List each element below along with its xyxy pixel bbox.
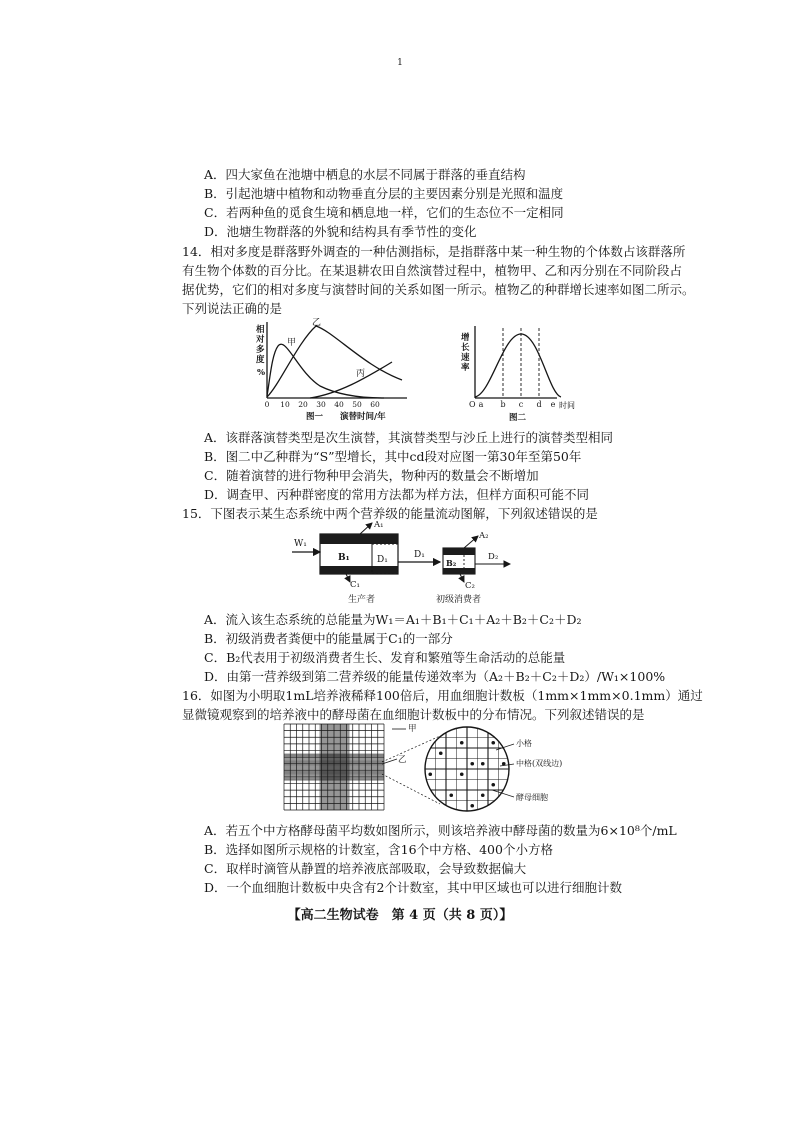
q14-option-c: C．随着演替的进行物种甲会消失，物种丙的数量会不断增加 [204,468,539,483]
yeast-cell [470,762,474,766]
label-mid-grid: 中格(双线边) [516,759,563,768]
yeast-cell [449,793,453,797]
consumer-a2-band [443,548,475,555]
yeast-cell [491,741,495,745]
fig1-caption: 图一 [306,412,324,422]
fig1-label-jia: 甲 [287,338,297,348]
fig2-ylabel [461,332,470,373]
label-a2: A₂ [479,531,489,541]
arrow-a2 [464,536,478,548]
fig1-x-tick: 0 [264,400,270,409]
yeast-cell [481,793,485,797]
q14-figure-1 [244,318,414,426]
fig2-x-tick: a [478,400,484,409]
q15-option-b: B．初级消费者粪便中的能量属于C₁的一部分 [204,631,453,646]
fig1-x-ticks [265,400,380,409]
counting-chamber-grid [284,724,384,810]
arrow-a1 [360,523,372,534]
yeast-cell [512,783,516,787]
q14-stem-line-3: 据优势，它们的相对多度与演替时间的关系如图一所示。植物乙的种群增长速率如图二所示。 [182,282,695,297]
q16-option-c: C．取样时滴管从静置的培养液底部吸取，会导致数据偏大 [204,861,527,876]
label-b1: B₁ [338,553,350,563]
fig1-x-tick: 40 [334,400,344,409]
q16-stem-line-1: 16．如图为小明取1mL培养液稀释100倍后，用血细胞计数板（1mm×1mm×0.1mm）通过 [182,688,703,703]
fig1-ylabel [255,324,265,378]
fig2-ylabel-char: 增 [461,333,470,343]
q13-option-c: C．若两种鱼的觅食生境和栖息地一样，它们的生态位不一定相同 [204,205,564,220]
q16-option-d: D．一个血细胞计数板中央含有2个计数室，其中甲区域也可以进行细胞计数 [204,880,622,895]
q15-stem: 15．下图表示某生态系统中两个营养级的能量流动图解，下列叙述错误的是 [182,506,598,521]
yeast-cell [439,751,443,755]
producer-a1-band [320,534,398,544]
fig1-ylabel-char: 多 [256,345,265,355]
q13-option-b: B．引起池塘中植物和动物垂直分层的主要因素分别是光照和温度 [204,186,564,201]
label-jia: 甲 [408,724,417,734]
q14-stem-line-1: 14．相对多度是群落野外调查的一种估测指标，是指群落中某一种生物的个体数占该群落所 [182,244,686,259]
fig1-x-tick: 10 [280,400,290,409]
page-footer: 【高二生物试卷 第 4 页（共 8 页）】 [287,908,513,923]
fig2-origin: O [469,400,476,409]
fig2-x-tick: c [518,400,524,409]
fig2-x-tick: d [536,400,542,409]
fig2-x-ticks [479,400,556,409]
label-w1: W₁ [294,539,307,549]
fig1-ylabel-char: % [257,368,266,378]
fig2-ylabel-char: 率 [461,363,470,373]
label-small-grid: 小格 [516,739,532,748]
label-c1: C₁ [350,580,360,590]
zoom-line-top [382,736,440,762]
q14-option-b: B．图二中乙种群为“S”型增长，其中cd段对应图一第30年至第50年 [204,449,582,464]
yeast-cell [460,741,464,745]
fig2-x-tick: e [550,400,556,409]
yeast-cell [502,804,506,808]
fig2-caption: 图二 [509,413,527,423]
caption-consumer: 初级消费者 [436,595,482,605]
q14-option-d: D．调查甲、丙种群密度的常用方法都为样方法，但样方面积可能不同 [204,487,590,502]
fig1-ylabel-char: 相 [256,325,265,335]
consumer-c2-band [443,568,475,574]
label-b2: B₂ [446,558,457,568]
yeast-cell [439,804,443,808]
q13-option-d: D．池塘生物群落的外貌和结构具有季节性的变化 [204,224,477,239]
label-d2: D₂ [488,552,499,562]
zoom-line-bottom [382,774,440,804]
yeast-cell [491,783,495,787]
fig1-label-yi: 乙 [312,318,322,328]
q15-energy-flow-diagram [288,520,538,606]
fig2-xlabel: 时间 [559,401,575,410]
label-c2: C₂ [465,581,475,591]
fig1-x-tick: 20 [298,400,308,409]
q14-option-a: A．该群落演替类型是次生演替，其演替类型与沙丘上进行的演替类型相同 [204,430,614,445]
fig1-x-tick: 30 [316,400,326,409]
label-a1: A₁ [374,520,384,530]
fig1-ylabel-char: 度 [256,355,265,365]
q15-option-a: A．流入该生态系统的总能量为W₁＝A₁＋B₁＋C₁＋A₂＋B₂＋C₂＋D₂ [204,612,582,627]
q16-stem-line-2: 显微镜观察到的培养液中的酵母菌在血细胞计数板中的分布情况。下列叙述错误的是 [182,707,645,722]
page-number: 1 [397,58,403,68]
q14-stem-line-4: 下列说法正确的是 [182,301,283,316]
fig1-x-tick: 50 [352,400,362,409]
label-d1-box: D₁ [377,555,388,565]
fig2-curve [475,334,561,397]
fig2-ylabel-char: 速 [461,353,470,363]
yeast-cell [428,772,432,776]
q14-figure-2 [455,318,585,426]
q15-option-c: C．B₂代表用于初级消费者生长、发育和繁殖等生命活动的总能量 [204,650,566,665]
caption-producer: 生产者 [348,595,376,605]
producer-c1-band [320,566,398,574]
arrow-c2 [460,574,464,582]
fig1-curve-bing [310,362,392,398]
q16-hemocytometer-figure [282,722,582,814]
yeast-cell [460,772,464,776]
fig1-xlabel: 演替时间/年 [340,412,386,422]
fig1-label-bing: 丙 [356,369,366,379]
q14-stem-line-2: 有生物个体数的百分比。在某退耕农田自然演替过程中，植物甲、乙和丙分别在不同阶段占 [182,263,683,278]
fig1-curve-yi [267,326,402,397]
fig2-ylabel-char: 长 [461,343,470,353]
magnified-view [415,722,520,814]
fig2-x-tick: b [500,400,506,409]
q16-option-a: A．若五个中方格酵母菌平均数如图所示，则该培养液中酵母菌的数量为6×10⁸个/mL [204,823,677,838]
yeast-cell [481,762,485,766]
q16-option-b: B．选择如图所示规格的计数室，含16个中方格、400个小方格 [204,842,553,857]
label-yeast: 酵母细胞 [516,793,548,802]
yeast-cell [470,804,474,808]
fig1-x-tick: 60 [370,400,380,409]
q15-option-d: D．由第一营养级到第二营养级的能量传递效率为（A₂＋B₂＋C₂＋D₂）/W₁×100% [204,669,666,684]
label-d1-arrow: D₁ [414,550,425,560]
fig1-ylabel-char: 对 [256,335,265,345]
q13-option-a: A．四大家鱼在池塘中栖息的水层不同属于群落的垂直结构 [204,167,526,182]
label-yi: 乙 [398,755,407,765]
